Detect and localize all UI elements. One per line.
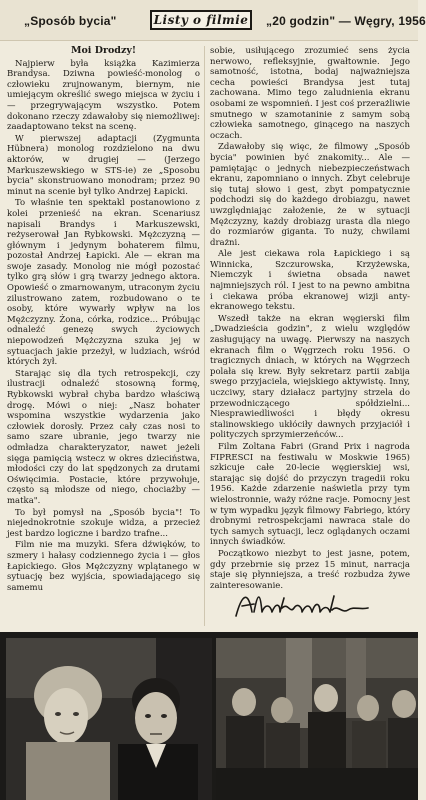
paragraph: Najpierw była książka Kazimierza Brandysa. Dziwna powieść-monolog o człowieku zrujnowanym, biernym, nie umiejącym określić swego miejsca w życiu i — przegrywającym wszystko. Potem dokonano rzeczy zdawałoby się niemożliwej: zaadaptowano tekst na scenę.	[7, 58, 200, 133]
author-signature	[232, 586, 372, 622]
paragraph: sobie, usiłującego zrozumieć sens życia nerwowo, refleksyjnie, gwałtownie. Jego samotność, istotna, bodaj najważniejsza cecha powieści Brandysa jest tutaj zachowana. Mimo tego zaludnienia ekranu osobami ze wspomnień. I jest coś przerażliwie smutnego w szamotaninie z samym sobą człowieka samotnego, ginącego na naszych oczach.	[210, 46, 410, 141]
paragraph: To właśnie ten spektakl postanowiono z kolei przenieść na ekran. Scenariusz napisali Brandys i Markuszewski, reżyserował Jan Rybkowski. Mężczyzną — głównym i jedynym bohaterem filmu, pozostał Andrzej Łapicki. Ale — ekran ma swoje zasady. Monolog nie mógł pozostać tylko grą słów i grą twarzy jednego aktora. Opowieść o zmarnowanym, utraconym życiu zilustrowano zatem, rozbudowano o te osoby, które wywarły wpływ na los Mężczyzny. Żona, córka, rodzice... Próbując odnaleźć genezę swych życiowych niepowodzeń Mężczyzna szuka jej w sytuacjach jakie przeżył, w ludziach, wśród których żył.	[7, 198, 200, 368]
paragraph: Początkowo niezbyt to jest jasne, potem, gdy przebrnie się przez 15 minut, narracja staje się płynniejsza, a treść rozbudza żywe zainteresowanie.	[210, 548, 410, 591]
film-still-photo	[216, 638, 418, 800]
header-film-title-left: „Sposób bycia"	[24, 14, 117, 28]
paragraph: Film Zoltana Fabri (Grand Prix i nagroda FIPRESCI na festiwalu w Moskwie 1965) szkicuje całe 20-lecie węgierskiej wsi, starając się dojść do przyczyn tragedii roku 1956. Każde zdarzenie naświetla przy tym wielostronnie, waży różne racje. Pomocny jest w tym wypadku język filmowy Fabriego, który drobnymi retrospekcjami nawraca stale do tych samych sytuacji, lecz oglądanych oczami innych świadków.	[210, 441, 410, 548]
text-column-left	[7, 46, 200, 626]
paragraph: Ale jest ciekawa rola Łapickiego i są Winnicka, Szczurowska, Krzyżewska, Niemczyk i świetna obsada nawet najmniejszych ról. I jest to na pewno ambitna i ciekawa próba ekranowej wizji anty-ekranowego tekstu.	[210, 249, 410, 313]
paragraph: Starając się dla tych retrospekcji, czy ilustracji odnaleźć stosowną formę, Rybkowski wybrał chyba bardzo właściwą drogę. Mówi o niej: „Nasz bohater wspomina wszystkie wydarzenia jako człowiek dorosły. Przez cały czas nosi to samo szare ubranie, jego twarzy nie odmładza charakteryzator, nawet jeżeli sięga pamięcią wstecz w okres dzieciństwa, młodości czy do lat spędzonych za drutami Oświęcimia. Postacie, które przywołuje, często są młodsze od niego, chociażby — matka".	[7, 368, 200, 506]
film-still-photo	[6, 638, 212, 800]
paragraph: Zdawałoby się więc, że filmowy „Sposób bycia" powinien być znakomity... Ale — pamiętając o jednych niebezpieczeństwach ekranu, zapomniano o innych. Zbyt celebruje się tutaj słowo i gest, zbyt pompatycznie podchodzi się do każdego drobiazgu, nawet uwzględniając założenie, że w sytuacji Mężczyzny, każdy drobiazg urasta dla niego do rozmiarów giganta. To nuży, chwilami drażni.	[210, 142, 410, 248]
section-title-box	[150, 10, 252, 30]
paragraph: To był pomysł na „Sposób bycia"! To niejednokrotnie szokuje widza, a przecież jest bardzo logiczne i bardzo trafne...	[7, 507, 200, 539]
paragraph: Film nie ma muzyki. Sfera dźwięków, to szmery i hałasy codziennego życia i — głos Łapickiego. Głos Mężczyzny wplątanego w sytuację bez wyjścia, spowiadającego się samemu	[7, 540, 200, 593]
paragraph: W pierwszej adaptacji (Zygmunta Hübnera) monolog rozdzielono na dwu aktorów, w drugiej — (Jerzego Markuszewskiego w STS-ie) ze „Sposobu bycia" skonstruowano monodram; przez 90 minut na scenie był tylko Andrzej Łapicki.	[7, 133, 200, 197]
text-column-right	[210, 46, 410, 591]
paragraph: Wszedł także na ekran węgierski film „Dwadzieścia godzin", z wielu względów zasługujący na uwagę. Pierwszy na naszych ekranach film o Węgrzech roku 1956. O tragicznych dniach, w których na Węgrzech polała się krew. Były sekretarz partii zabija swego przyjaciela, wiejskiego aktywistę. Inny, uczciwy, stary działacz partyjny strzela do przewodniczącego spółdzielni... Niesprawiedliwości i błędy okresu stalinowskiego ukłóciły dawnych przyjaciół i polityczych sprzymierzeńców...	[210, 313, 410, 441]
page-header	[0, 0, 426, 41]
letter-greeting: Moi Drodzy!	[70, 45, 137, 56]
film-stills-strip	[0, 632, 418, 800]
signature-graphic	[232, 586, 372, 622]
column-divider	[204, 46, 205, 626]
header-film-title-right: „20 godzin" — Węgry, 1956	[266, 14, 426, 28]
film-still-photo	[216, 638, 418, 800]
film-still-photo	[6, 638, 212, 800]
section-title: Listy o filmie	[153, 13, 249, 27]
